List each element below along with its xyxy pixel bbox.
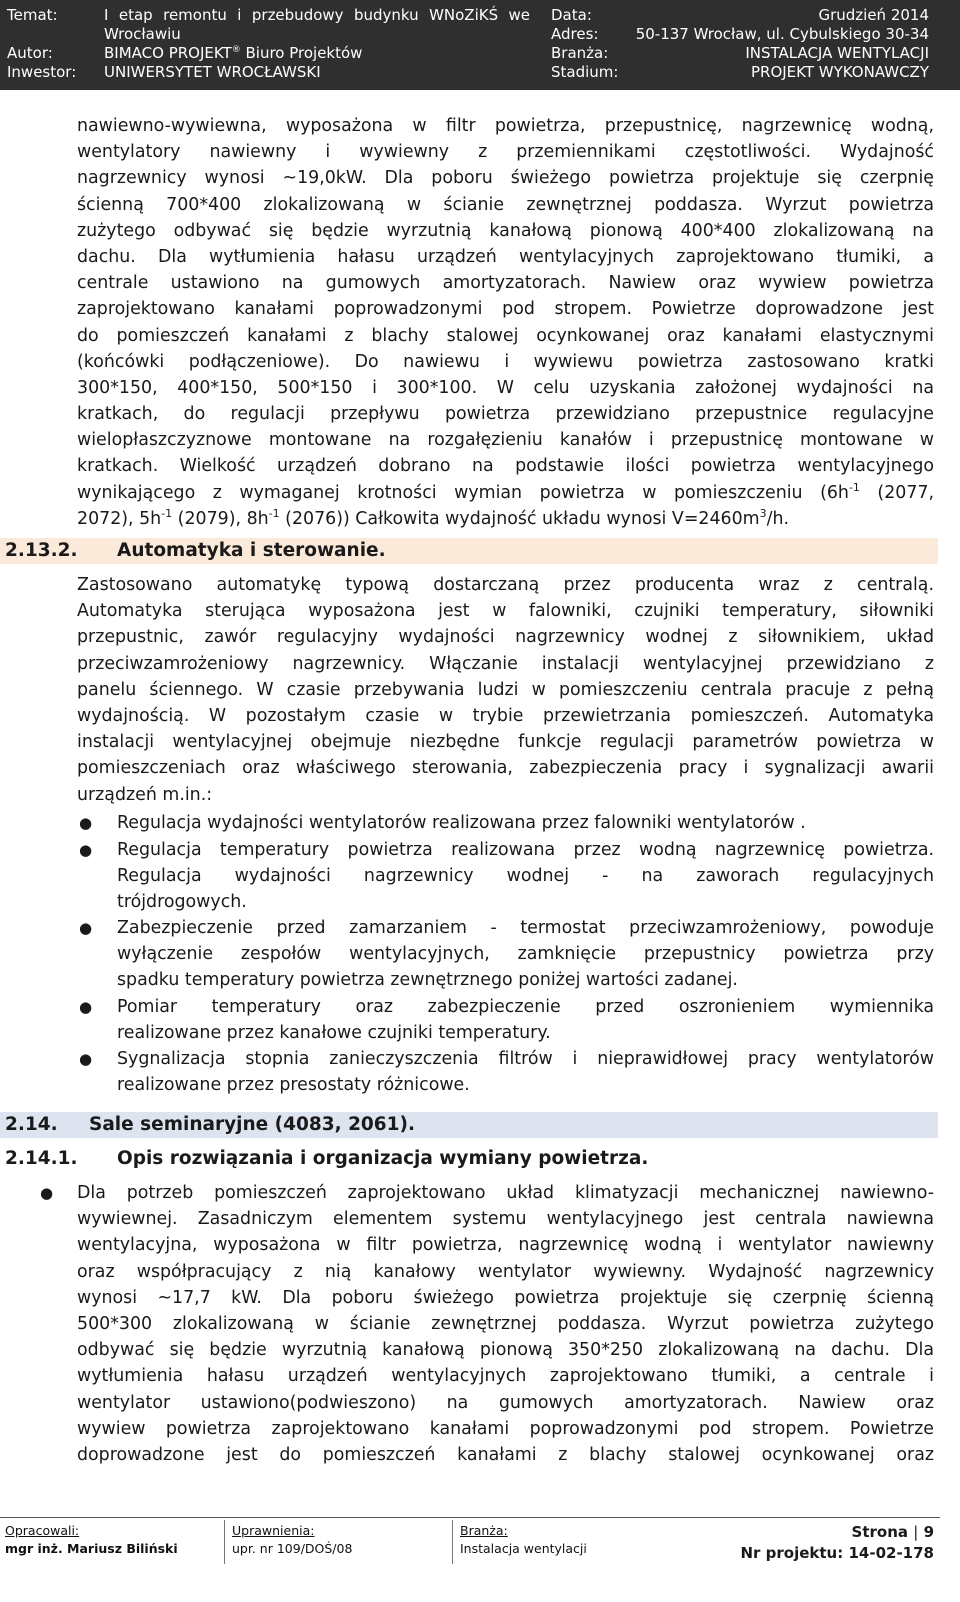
text-line: do pomieszczeń kanałami z blachy stalowej ocynkowanej oraz kanałami elastycznymi	[77, 325, 934, 346]
section-heading-2-13-2	[0, 538, 938, 564]
footer-divider	[0, 1517, 940, 1518]
branza-label: Branża:	[551, 44, 609, 62]
text-line: spadku temperatury powietrza zewnętrznego poniżej wartości zadanej.	[117, 970, 738, 991]
text-line: wywiewnej. Zasadniczym elementem systemu wentylacyjnego jest centrala nawiewna	[77, 1209, 934, 1230]
footer-value: Instalacja wentylacji	[460, 1541, 587, 1556]
list-item	[117, 1046, 934, 1098]
text-line: wynosi ~17,7 kW. Dla poboru świeżego powietrza projektuje się czerpnię ścienną	[77, 1287, 934, 1308]
text-line: przeciwzamrożeniowy nagrzewnicy. Włączanie instalacji wentylacyjnej przewidziano z	[77, 653, 934, 674]
stadium-label: Stadium:	[551, 63, 619, 81]
text-line: 300*150, 400*150, 500*150 i 300*100. W celu uzyskania założonej wydajności na	[77, 377, 934, 398]
footer-branza	[460, 1522, 587, 1558]
paragraph-ventilation-description	[77, 113, 934, 532]
text-line: Sygnalizacja stopnia zanieczyszczenia filtrów i nieprawidłowej pracy wentylatorów	[117, 1049, 934, 1069]
footer-page-info	[740, 1522, 934, 1564]
text-line: Regulacja wydajności nagrzewnicy wodnej - na zaworach regulacyjnych	[117, 866, 934, 887]
text-line: Automatyka sterująca wyposażona jest w falowniki, czujniki temperatury, siłowniki	[77, 601, 934, 622]
text-line: wydajnością. W pozostałym czasie w trybie przewietrzania pomieszczeń. Automatyka	[77, 705, 934, 726]
stadium-value: PROJEKT WYKONAWCZY	[750, 63, 929, 81]
text-line: realizowane przez presostaty różnicowe.	[117, 1075, 470, 1096]
text-line: odbywać się będzie wyrzutnią kanałową pionową 350*250 zlokalizowaną na dachu. Dla	[77, 1340, 934, 1361]
footer-label: Uprawnienia:	[232, 1523, 315, 1538]
text-line: Zastosowano automatykę typową dostarczaną przez producenta wraz z centralą.	[77, 575, 934, 595]
bullet-dot-icon: ●	[79, 841, 93, 859]
text-line: realizowane przez kanałowe czujniki temperatury.	[117, 1023, 551, 1044]
project-number: Nr projektu: 14-02-178	[740, 1544, 934, 1562]
list-item	[117, 837, 934, 916]
text-line: dachu. Dla wytłumienia hałasu urządzeń wentylacyjnych zaprojektowano tłumiki, a	[77, 246, 934, 267]
text-line: kratkach, do regulacji przepływu powietrza przewidziano przepustnice regulacyjne	[77, 404, 934, 425]
footer-label: Opracowali:	[5, 1523, 80, 1538]
bullet-dot-icon: ●	[79, 919, 93, 937]
page-number: Strona | 9	[851, 1523, 934, 1541]
temat-label: Temat:	[7, 6, 58, 24]
inwestor-value: UNIWERSYTET WROCŁAWSKI	[104, 63, 321, 81]
bullet-dot-icon: ●	[79, 1050, 93, 1068]
section-number: 2.14.	[5, 1114, 58, 1135]
data-value: Grudzień 2014	[818, 6, 929, 24]
text-line: (końcówki podłączeniowe). Do nawiewu i wywiewu powietrza zastosowano kratki	[77, 351, 934, 372]
text-line: wytłumienia hałasu urządzeń wentylacyjnych zaprojektowano tłumiki, a centrale i	[77, 1366, 934, 1387]
text-line: wentylator ustawiono(podwieszono) na gumowych amortyzatorach. Nawiew oraz	[77, 1392, 934, 1413]
footer-uprawnienia	[232, 1522, 352, 1558]
text-line: urządzeń m.in.:	[77, 784, 213, 805]
text-line: Regulacja temperatury powietrza realizowana przez wodną nagrzewnicę powietrza.	[117, 840, 934, 860]
text-line: nawiewno-wywiewna, wyposażona w filtr powietrza, przepustnicę, nagrzewnicę wodną,	[77, 116, 934, 136]
footer-separator	[224, 1520, 225, 1564]
footer-separator	[452, 1520, 453, 1564]
list-item	[117, 810, 934, 836]
text-line: Regulacja wydajności wentylatorów realizowana przez falowniki wentylatorów .	[117, 813, 806, 833]
text-line: zaprojektowano kanałami poprowadzonymi pod stropem. Powietrze doprowadzone jest	[77, 299, 934, 320]
text-line: Dla potrzeb pomieszczeń zaprojektowano układ klimatyzacji mechanicznej nawiewno-	[77, 1183, 934, 1203]
footer-value: upr. nr 109/DOŚ/08	[232, 1541, 353, 1556]
section-heading-2-14	[0, 1112, 938, 1138]
text-line: doprowadzone jest do pomieszczeń kanałami z blachy stalowej ocynkowanej oraz	[77, 1444, 934, 1465]
footer-value: mgr inż. Mariusz Biliński	[5, 1541, 178, 1556]
text-line: przepustnic, zawór regulacyjny wydajności nagrzewnicy wodnej z siłownikiem, układ	[77, 627, 934, 648]
text-line: centrale ustawiono na gumowych amortyzatorach. Nawiew oraz wywiew powietrza	[77, 273, 934, 294]
text-line: zużytego odbywać się będzie wyrzutnią kanałową pionową 400*400 zlokalizowaną na	[77, 220, 934, 241]
text-line: ścienną 700*400 zlokalizowaną w ścianie zewnętrznej poddasza. Wyrzut powietrza	[77, 194, 934, 215]
text-line: wentylacyjna, wyposażona w filtr powietrza, nagrzewnicę wodną i wentylator nawiewny	[77, 1235, 934, 1256]
text-line: trójdrogowych.	[117, 892, 247, 913]
section-heading-2-14-1	[0, 1146, 938, 1172]
paragraph-seminar-rooms	[77, 1180, 934, 1468]
text-line-with-superscript: 2072), $5h^{-1}$ (2079), $8h^{-1}$ (2076)) Całkowita wydajność układu wynosi $V=2460m^3/h$.	[77, 506, 790, 529]
bullet-dot-icon: ●	[79, 998, 93, 1016]
temat-value-line1: I etap remontu i przebudowy budynku WNoZiKŚ we	[104, 6, 531, 24]
text-line: wielopłaszczyznowe montowane na rozgałęzieniu kanałów i przepustnicę montowane w	[77, 430, 934, 451]
text-line: pomieszczeniach oraz właściwego sterowania, zabezpieczenia pracy i sygnalizacji awarii	[77, 758, 934, 779]
text-line: instalacji wentylacyjnej obejmuje niezbędne funkcje regulacji parametrów powietrza w	[77, 732, 934, 753]
text-line: oraz współpracujący z nią kanałowy wentylator wywiewny. Wydajność nagrzewnicy	[77, 1261, 934, 1282]
section-number: 2.14.1.	[5, 1148, 78, 1169]
text-line: wentylatory nawiewny i wywiewny z przemiennikami częstotliwości. Wydajność	[77, 142, 934, 163]
list-item	[117, 915, 934, 994]
list-item	[117, 994, 934, 1046]
inwestor-label: Inwestor:	[7, 63, 77, 81]
text-line: wywiew powietrza zaprojektowano kanałami poprowadzonymi pod stropem. Powietrze	[77, 1418, 934, 1439]
text-line: Zabezpieczenie przed zamarzaniem - termostat przeciwzamrożeniowy, powoduje	[117, 918, 934, 938]
section-number: 2.13.2.	[5, 540, 78, 561]
text-line: 500*300 zlokalizowaną w ścianie zewnętrznej poddasza. Wyrzut powietrza zużytego	[77, 1313, 934, 1334]
autor-label: Autor:	[7, 44, 53, 62]
adres-value: 50-137 Wrocław, ul. Cybulskiego 30-34	[635, 25, 929, 43]
bullet-dot-icon: ●	[79, 814, 93, 832]
text-line: kratkach. Wielkość urządzeń dobrano na podstawie ilości powietrza wentylacyjnego	[77, 456, 934, 477]
section-title: Sale seminaryjne (4083, 2061).	[89, 1114, 416, 1135]
document-header	[0, 0, 960, 90]
text-line: nagrzewnicy wynosi ~19,0kW. Dla poboru świeżego powietrza projektuje się czerpnię	[77, 168, 934, 189]
data-label: Data:	[551, 6, 592, 24]
text-line: wyłączenie zespołów wentylacyjnych, zamknięcie przepustnicy powietrza przy	[117, 944, 934, 965]
section-title: Automatyka i sterowanie.	[117, 540, 386, 561]
bullet-dot-icon: ●	[40, 1184, 54, 1202]
text-line-with-superscript: wynikającego z wymaganej krotności wymian powietrza w pomieszczeniu ($6h^{-1}$ (2077,	[77, 480, 934, 503]
autor-value: BIMACO PROJEKT® Biuro Projektów	[104, 44, 363, 62]
text-line: panelu ściennego. W czasie przebywania ludzi w pomieszczeniu centrala pracuje z pełną	[77, 679, 934, 700]
temat-value-line2: Wrocławiu	[104, 25, 181, 43]
text-line: Pomiar temperatury oraz zabezpieczenie przed oszronieniem wymiennika	[117, 997, 934, 1017]
footer-opracowali	[5, 1522, 178, 1558]
paragraph-automation	[77, 572, 934, 808]
section-title: Opis rozwiązania i organizacja wymiany powietrza.	[117, 1148, 649, 1169]
adres-label: Adres:	[551, 25, 599, 43]
branza-value: INSTALACJA WENTYLACJI	[745, 44, 929, 62]
footer-label: Branża:	[460, 1523, 508, 1538]
